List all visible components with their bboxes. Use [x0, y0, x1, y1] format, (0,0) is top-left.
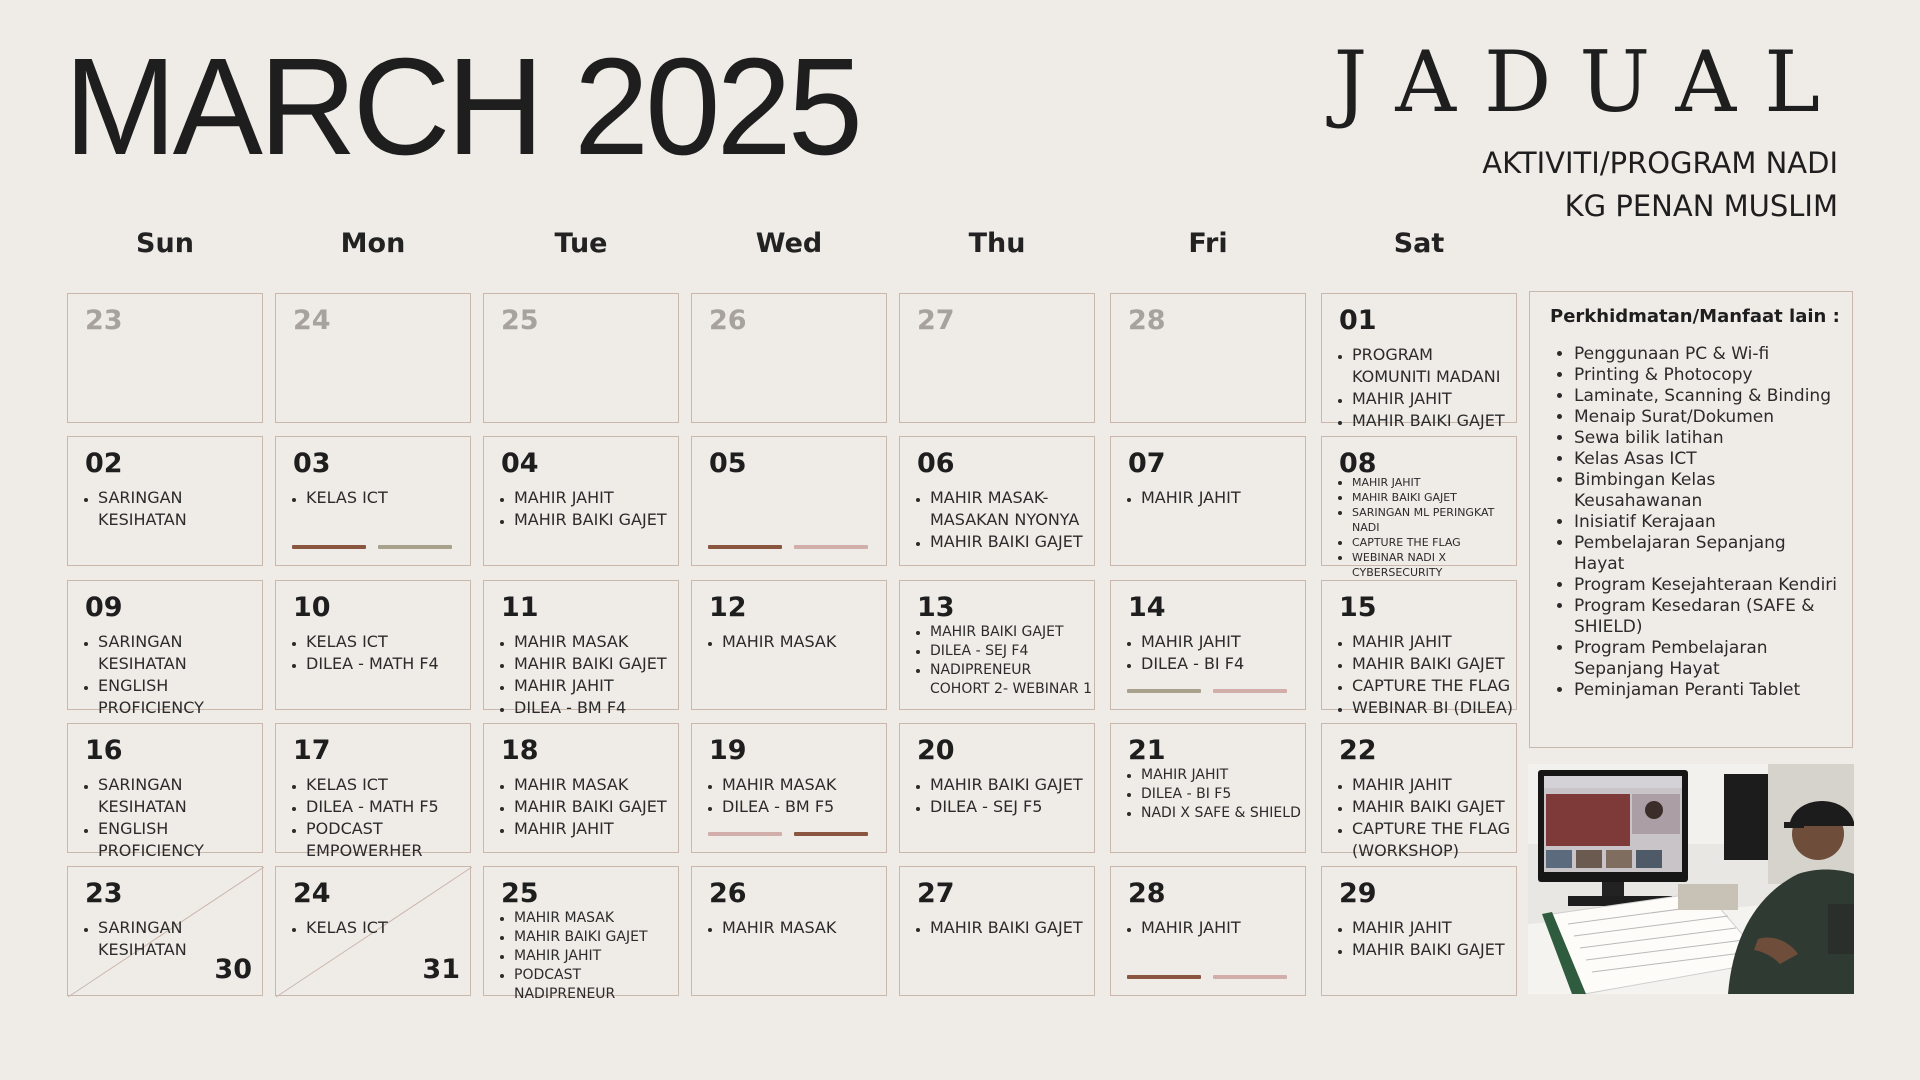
service-item: • Program Kesejahteraan Kendiri: [1574, 575, 1840, 596]
services-panel: [1529, 291, 1853, 748]
activity-item: • KELAS ICT: [306, 487, 470, 509]
activity-list: [1111, 631, 1305, 675]
activity-item: • MAHIR JAHIT: [1352, 388, 1516, 410]
activity-list: [900, 917, 1094, 939]
service-item: • Menaip Surat/Dokumen: [1574, 407, 1840, 428]
day-cell: [275, 866, 471, 996]
day-cell: [1110, 436, 1306, 566]
activity-item: • MAHIR MASAK-MASAKAN NYONYA: [930, 487, 1094, 531]
service-item: • Inisiatif Kerajaan: [1574, 512, 1840, 533]
activity-item: • MAHIR BAIKI GAJET: [1352, 796, 1516, 818]
activity-item: • ENGLISH PROFICIENCY: [98, 818, 262, 862]
page-title: MARCH 2025: [64, 30, 860, 184]
weekday-tue: Tue: [554, 228, 608, 259]
day-cell: [1321, 723, 1517, 860]
activity-item: • MAHIR JAHIT: [1352, 631, 1516, 653]
day-cell: [691, 436, 887, 566]
day-number: 20: [917, 735, 955, 766]
day-number: 12: [709, 592, 747, 623]
activity-list: [68, 487, 262, 531]
activity-item: • MAHIR JAHIT: [1141, 917, 1305, 939]
category-bar: [794, 545, 868, 549]
day-cell: [67, 436, 263, 566]
day-cell: [899, 580, 1095, 710]
service-item: • Penggunaan PC & Wi-fi: [1574, 344, 1840, 365]
day-number: 05: [709, 448, 747, 479]
activity-item: • DILEA - SEJ F5: [930, 796, 1094, 818]
day-cell: [275, 293, 471, 423]
day-number: 14: [1128, 592, 1166, 623]
activity-list: [692, 917, 886, 939]
day-number: 24: [293, 305, 331, 336]
activity-item: • DILEA - BM F5: [722, 796, 886, 818]
day-number: 28: [1128, 878, 1166, 909]
secondary-day-number: 30: [214, 954, 252, 985]
activity-item: • WEBINAR BI (DILEA): [1352, 697, 1516, 719]
activity-item: • PODCAST EMPOWERHER: [306, 818, 470, 862]
activity-item: • DILEA - BI F5: [1141, 785, 1305, 804]
day-number: 28: [1128, 305, 1166, 336]
activity-item: • MAHIR BAIKI GAJET: [514, 928, 678, 947]
activity-list: [484, 631, 678, 719]
activity-item: • MAHIR MASAK: [514, 631, 678, 653]
day-number: 29: [1339, 878, 1377, 909]
activity-list: [68, 774, 262, 862]
activity-item: • MAHIR BAIKI GAJET: [514, 796, 678, 818]
activity-item: • MAHIR BAIKI GAJET: [930, 774, 1094, 796]
service-item: • Sewa bilik latihan: [1574, 428, 1840, 449]
day-cell: [899, 436, 1095, 566]
day-cell: [483, 866, 679, 1002]
day-number: 27: [917, 878, 955, 909]
activity-list: [692, 631, 886, 653]
activity-item: • PROGRAM KOMUNITI MADANI: [1352, 344, 1516, 388]
activity-list: [900, 774, 1094, 818]
day-cell: [1110, 866, 1306, 996]
activity-item: • MAHIR JAHIT: [1141, 631, 1305, 653]
activity-item: • NADI X SAFE & SHIELD: [1141, 804, 1305, 823]
activity-item: • NADIPRENEUR COHORT 2- WEBINAR 1: [930, 661, 1094, 699]
subtitle: [1318, 142, 1838, 228]
day-cell: [275, 580, 471, 710]
activity-item: • WEBINAR NADI X CYBERSECURITY: [1352, 550, 1516, 580]
service-item: • Peminjaman Peranti Tablet: [1574, 680, 1840, 701]
activity-list: [1322, 344, 1516, 432]
activity-item: • MAHIR JAHIT: [1352, 917, 1516, 939]
activity-list: [484, 774, 678, 840]
activity-item: • SARINGAN ML PERINGKAT NADI: [1352, 505, 1516, 535]
activity-list: [484, 487, 678, 531]
service-item: • Laminate, Scanning & Binding: [1574, 386, 1840, 407]
activity-item: • CAPTURE THE FLAG: [1352, 535, 1516, 550]
category-bar: [708, 832, 782, 836]
day-number: 23: [85, 305, 123, 336]
day-number: 25: [501, 878, 539, 909]
activity-list: [1322, 475, 1516, 580]
day-cell: [483, 436, 679, 566]
secondary-day-number: 31: [422, 954, 460, 985]
activity-item: • KELAS ICT: [306, 917, 470, 939]
day-cell: [67, 866, 263, 996]
activity-list: [68, 631, 262, 719]
activity-item: • CAPTURE THE FLAG: [1352, 675, 1516, 697]
day-number: 27: [917, 305, 955, 336]
activity-item: • KELAS ICT: [306, 631, 470, 653]
activity-item: • MAHIR MASAK: [722, 774, 886, 796]
day-cell: [1110, 293, 1306, 423]
activity-item: • SARINGAN KESIHATAN: [98, 774, 262, 818]
subtitle-line-2: KG PENAN MUSLIM: [1564, 189, 1838, 223]
weekday-mon: Mon: [340, 228, 406, 259]
day-cell: [275, 723, 471, 860]
day-cell: [275, 436, 471, 566]
category-bar: [1213, 689, 1287, 693]
activity-list: [900, 487, 1094, 553]
day-number: 09: [85, 592, 123, 623]
activity-item: • DILEA - BI F4: [1141, 653, 1305, 675]
day-cell: [1321, 436, 1517, 579]
activity-item: • MAHIR BAIKI GAJET: [1352, 653, 1516, 675]
subtitle-line-1: AKTIVITI/PROGRAM NADI: [1482, 146, 1838, 180]
day-number: 25: [501, 305, 539, 336]
day-cell: [67, 723, 263, 860]
activity-item: • DILEA - MATH F5: [306, 796, 470, 818]
day-cell: [1321, 293, 1517, 430]
activity-list: [1111, 917, 1305, 939]
activity-item: • MAHIR JAHIT: [1352, 774, 1516, 796]
activity-list: [276, 631, 470, 675]
activity-item: • MAHIR JAHIT: [1352, 475, 1516, 490]
activity-item: • MAHIR BAIKI GAJET: [930, 623, 1094, 642]
day-number: 22: [1339, 735, 1377, 766]
category-bar: [1127, 689, 1201, 693]
activity-item: • MAHIR BAIKI GAJET: [1352, 490, 1516, 505]
service-item: • Bimbingan Kelas Keusahawanan: [1574, 470, 1840, 512]
activity-item: • MAHIR BAIKI GAJET: [514, 653, 678, 675]
activity-list: [1111, 487, 1305, 509]
activity-item: • MAHIR MASAK: [722, 631, 886, 653]
day-number: 26: [709, 305, 747, 336]
activity-list: [1111, 766, 1305, 823]
photo-user-at-computer: [1528, 764, 1854, 994]
day-number: 02: [85, 448, 123, 479]
service-item: • Printing & Photocopy: [1574, 365, 1840, 386]
day-number: 11: [501, 592, 539, 623]
activity-item: • CAPTURE THE FLAG (WORKSHOP): [1352, 818, 1516, 862]
day-cell: [483, 723, 679, 853]
activity-list: [276, 487, 470, 509]
day-number: 01: [1339, 305, 1377, 336]
day-cell: [1110, 723, 1306, 853]
activity-list: [692, 774, 886, 818]
activity-item: • SARINGAN KESIHATAN: [98, 917, 262, 961]
day-cell: [67, 293, 263, 423]
day-cell: [1321, 866, 1517, 996]
day-number: 21: [1128, 735, 1166, 766]
jadual-heading: JADUAL: [1333, 33, 1848, 131]
category-bar: [378, 545, 452, 549]
weekday-fri: Fri: [1188, 228, 1228, 259]
day-cell: [1321, 580, 1517, 717]
activity-item: • SARINGAN KESIHATAN: [98, 487, 262, 531]
service-item: • Pembelajaran Sepanjang Hayat: [1574, 533, 1840, 575]
weekday-thu: Thu: [968, 228, 1026, 259]
services-title: Perkhidmatan/Manfaat lain :: [1550, 306, 1840, 327]
category-bar: [292, 545, 366, 549]
activity-item: • MAHIR BAIKI GAJET: [1352, 410, 1516, 432]
day-cell: [691, 580, 887, 710]
activity-list: [484, 909, 678, 1004]
day-number: 23: [85, 878, 123, 909]
category-bar: [1127, 975, 1201, 979]
day-cell: [1110, 580, 1306, 710]
activity-item: • MAHIR JAHIT: [514, 947, 678, 966]
day-number: 18: [501, 735, 539, 766]
activity-item: • MAHIR BAIKI GAJET: [514, 509, 678, 531]
activity-item: • KELAS ICT: [306, 774, 470, 796]
activity-list: [1322, 774, 1516, 862]
weekday-sat: Sat: [1393, 228, 1445, 259]
photo-illustration: [1528, 764, 1854, 994]
service-item: • Program Kesedaran (SAFE & SHIELD): [1574, 596, 1840, 638]
activity-list: [900, 623, 1094, 699]
activity-list: [1322, 917, 1516, 961]
day-cell: [691, 293, 887, 423]
activity-item: • PODCAST NADIPRENEUR: [514, 966, 678, 1004]
activity-list: [276, 774, 470, 862]
activity-item: • MAHIR MASAK: [514, 774, 678, 796]
day-number: 08: [1339, 448, 1377, 479]
category-bar: [794, 832, 868, 836]
day-cell: [899, 723, 1095, 853]
activity-item: • DILEA - MATH F4: [306, 653, 470, 675]
day-number: 19: [709, 735, 747, 766]
day-number: 24: [293, 878, 331, 909]
day-cell: [483, 293, 679, 423]
service-item: • Program Pembelajaran Sepanjang Hayat: [1574, 638, 1840, 680]
activity-item: • DILEA - SEJ F4: [930, 642, 1094, 661]
day-number: 07: [1128, 448, 1166, 479]
activity-item: • MAHIR JAHIT: [514, 818, 678, 840]
activity-item: • MAHIR JAHIT: [514, 487, 678, 509]
weekday-wed: Wed: [755, 228, 823, 259]
activity-item: • MAHIR BAIKI GAJET: [930, 531, 1094, 553]
day-cell: [899, 866, 1095, 996]
day-number: 04: [501, 448, 539, 479]
service-item: • Kelas Asas ICT: [1574, 449, 1840, 470]
category-bar: [1213, 975, 1287, 979]
day-cell: [691, 866, 887, 996]
weekday-sun: Sun: [136, 228, 194, 259]
activity-item: • MAHIR JAHIT: [1141, 487, 1305, 509]
day-number: 17: [293, 735, 331, 766]
activity-item: • MAHIR BAIKI GAJET: [1352, 939, 1516, 961]
day-number: 03: [293, 448, 331, 479]
day-number: 06: [917, 448, 955, 479]
activity-item: • MAHIR MASAK: [722, 917, 886, 939]
activity-item: • MAHIR JAHIT: [514, 675, 678, 697]
activity-item: • MAHIR JAHIT: [1141, 766, 1305, 785]
activity-item: • MAHIR MASAK: [514, 909, 678, 928]
day-number: 10: [293, 592, 331, 623]
activity-list: [276, 917, 470, 939]
activity-item: • ENGLISH PROFICIENCY: [98, 675, 262, 719]
day-number: 26: [709, 878, 747, 909]
day-number: 16: [85, 735, 123, 766]
activity-item: • MAHIR BAIKI GAJET: [930, 917, 1094, 939]
day-number: 15: [1339, 592, 1377, 623]
activity-list: [1322, 631, 1516, 719]
day-cell: [483, 580, 679, 717]
services-list: [1530, 344, 1852, 701]
day-number: 13: [917, 592, 955, 623]
activity-item: • DILEA - BM F4: [514, 697, 678, 719]
day-cell: [899, 293, 1095, 423]
activity-item: • SARINGAN KESIHATAN: [98, 631, 262, 675]
day-cell: [691, 723, 887, 853]
day-cell: [67, 580, 263, 717]
category-bar: [708, 545, 782, 549]
